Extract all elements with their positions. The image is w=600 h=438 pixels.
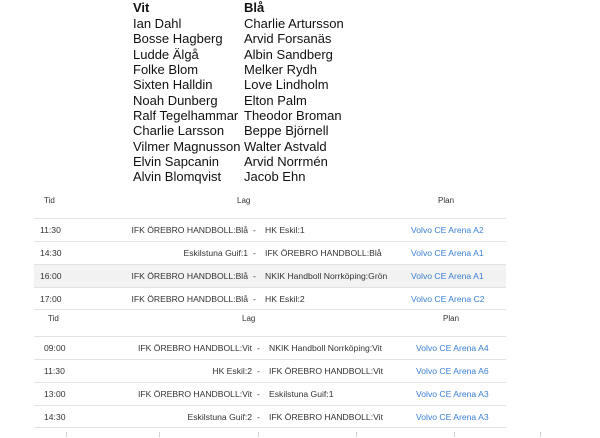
away-team: IFK ÖREBRO HANDBOLL:Vit	[269, 412, 383, 422]
match-separator: -	[253, 294, 256, 304]
roster-player: Alvin Blomqvist	[133, 169, 222, 185]
roster-player: Theodor Broman	[244, 107, 342, 123]
match-separator: -	[253, 248, 256, 258]
header-plan: Plan	[443, 314, 460, 323]
roster-player: Love Lindholm	[244, 77, 329, 93]
table-row	[34, 336, 506, 359]
away-team: HK Eskil:1	[265, 225, 305, 235]
venue-link[interactable]: Volvo CE Arena A4	[416, 343, 489, 353]
table-row	[34, 359, 506, 382]
home-team: IFK ÖREBRO HANDBOLL:Vit	[138, 343, 252, 353]
venue-link[interactable]: Volvo CE Arena C2	[411, 294, 485, 304]
home-team: Eskilstuna Guif:2	[187, 412, 252, 422]
table-row	[34, 218, 506, 241]
match-time: 11:30	[40, 225, 61, 235]
roster-player: Elvin Sapcanin	[133, 153, 219, 169]
match-separator: -	[257, 389, 260, 399]
roster-player: Ian Dahl	[133, 16, 182, 31]
header-team: Lag	[242, 314, 256, 323]
home-team: IFK ÖREBRO HANDBOLL:Blå	[131, 271, 248, 281]
roster-player: Charlie Larsson	[133, 123, 225, 139]
column-divider	[540, 432, 541, 437]
schedule-table-vit	[34, 313, 506, 428]
roster-player: Melker Rydh	[244, 61, 317, 77]
roster-player: Arvid Norrmén	[244, 153, 328, 169]
table-row	[34, 382, 506, 405]
schedule-table-bla	[34, 195, 506, 310]
roster-player: Beppe Björnell	[244, 123, 329, 139]
roster-bla	[244, 0, 344, 185]
roster-player: Sixten Halldin	[133, 77, 213, 93]
venue-link[interactable]: Volvo CE Arena A1	[411, 271, 484, 281]
table-row	[34, 287, 506, 310]
roster-vit-title: Vit	[133, 0, 150, 15]
match-time: 14:30	[44, 412, 66, 422]
away-team: HK Eskil:2	[265, 294, 305, 304]
home-team: IFK ÖREBRO HANDBOLL:Blå	[131, 294, 248, 304]
venue-link[interactable]: Volvo CE Arena A3	[416, 412, 489, 422]
roster-player: Ludde Älgå	[133, 46, 199, 62]
home-team: IFK ÖREBRO HANDBOLL:Blå	[131, 225, 248, 235]
away-team: IFK ÖREBRO HANDBOLL:Vit	[269, 366, 383, 376]
roster-player: Bosse Hagberg	[133, 31, 223, 47]
column-divider	[356, 432, 357, 437]
roster-player: Albin Sandberg	[244, 46, 333, 62]
table-row	[34, 241, 506, 264]
roster-player: Folke Blom	[133, 61, 199, 77]
match-time: 09:00	[44, 343, 66, 353]
home-team: HK Eskil:2	[212, 366, 252, 376]
table-row	[34, 405, 506, 428]
roster-player: Jacob Ehn	[244, 169, 306, 185]
column-divider	[66, 432, 67, 437]
roster-player: Noah Dunberg	[133, 92, 218, 108]
roster-player: Ralf Tegelhammar	[133, 107, 239, 123]
roster-player: Elton Palm	[244, 92, 307, 108]
header-plan: Plan	[438, 196, 455, 205]
match-separator: -	[257, 366, 260, 376]
table-row	[34, 264, 506, 287]
venue-link[interactable]: Volvo CE Arena A2	[411, 225, 484, 235]
match-separator: -	[253, 271, 256, 281]
roster-player: Walter Astvald	[244, 138, 327, 154]
away-team: NKIK Handboll Norrköping:Grön	[265, 271, 388, 281]
match-time: 13:00	[44, 389, 66, 399]
match-separator: -	[253, 225, 256, 235]
venue-link[interactable]: Volvo CE Arena A3	[416, 389, 489, 399]
venue-link[interactable]: Volvo CE Arena A6	[416, 366, 489, 376]
header-team: Lag	[237, 196, 251, 205]
column-divider	[454, 432, 455, 437]
away-team: Eskilstuna Guif:1	[269, 389, 334, 399]
away-team: IFK ÖREBRO HANDBOLL:Blå	[265, 248, 382, 258]
venue-link[interactable]: Volvo CE Arena A1	[411, 248, 484, 258]
next-table-edge	[0, 432, 600, 438]
table-header	[34, 195, 506, 218]
table-header	[34, 313, 506, 336]
match-time: 14:30	[40, 248, 62, 258]
roster-bla-title: Blå	[244, 0, 265, 15]
column-divider	[159, 432, 160, 437]
roster-vit	[133, 0, 240, 185]
column-divider	[258, 432, 259, 437]
match-separator: -	[257, 343, 260, 353]
match-time: 11:30	[44, 366, 65, 376]
roster-player: Arvid Forsanäs	[244, 31, 332, 47]
roster-player: Vilmer Magnusson	[133, 138, 241, 154]
roster-player: Charlie Artursson	[244, 16, 344, 31]
away-team: NKIK Handboll Norrköping:Vit	[269, 343, 383, 353]
match-time: 17:00	[40, 294, 62, 304]
match-time: 16:00	[40, 271, 62, 281]
header-time: Tid	[48, 314, 59, 323]
match-separator: -	[257, 412, 260, 422]
home-team: Eskilstuna Guif:1	[183, 248, 248, 258]
header-time: Tid	[44, 196, 55, 205]
home-team: IFK ÖREBRO HANDBOLL:Vit	[138, 389, 252, 399]
